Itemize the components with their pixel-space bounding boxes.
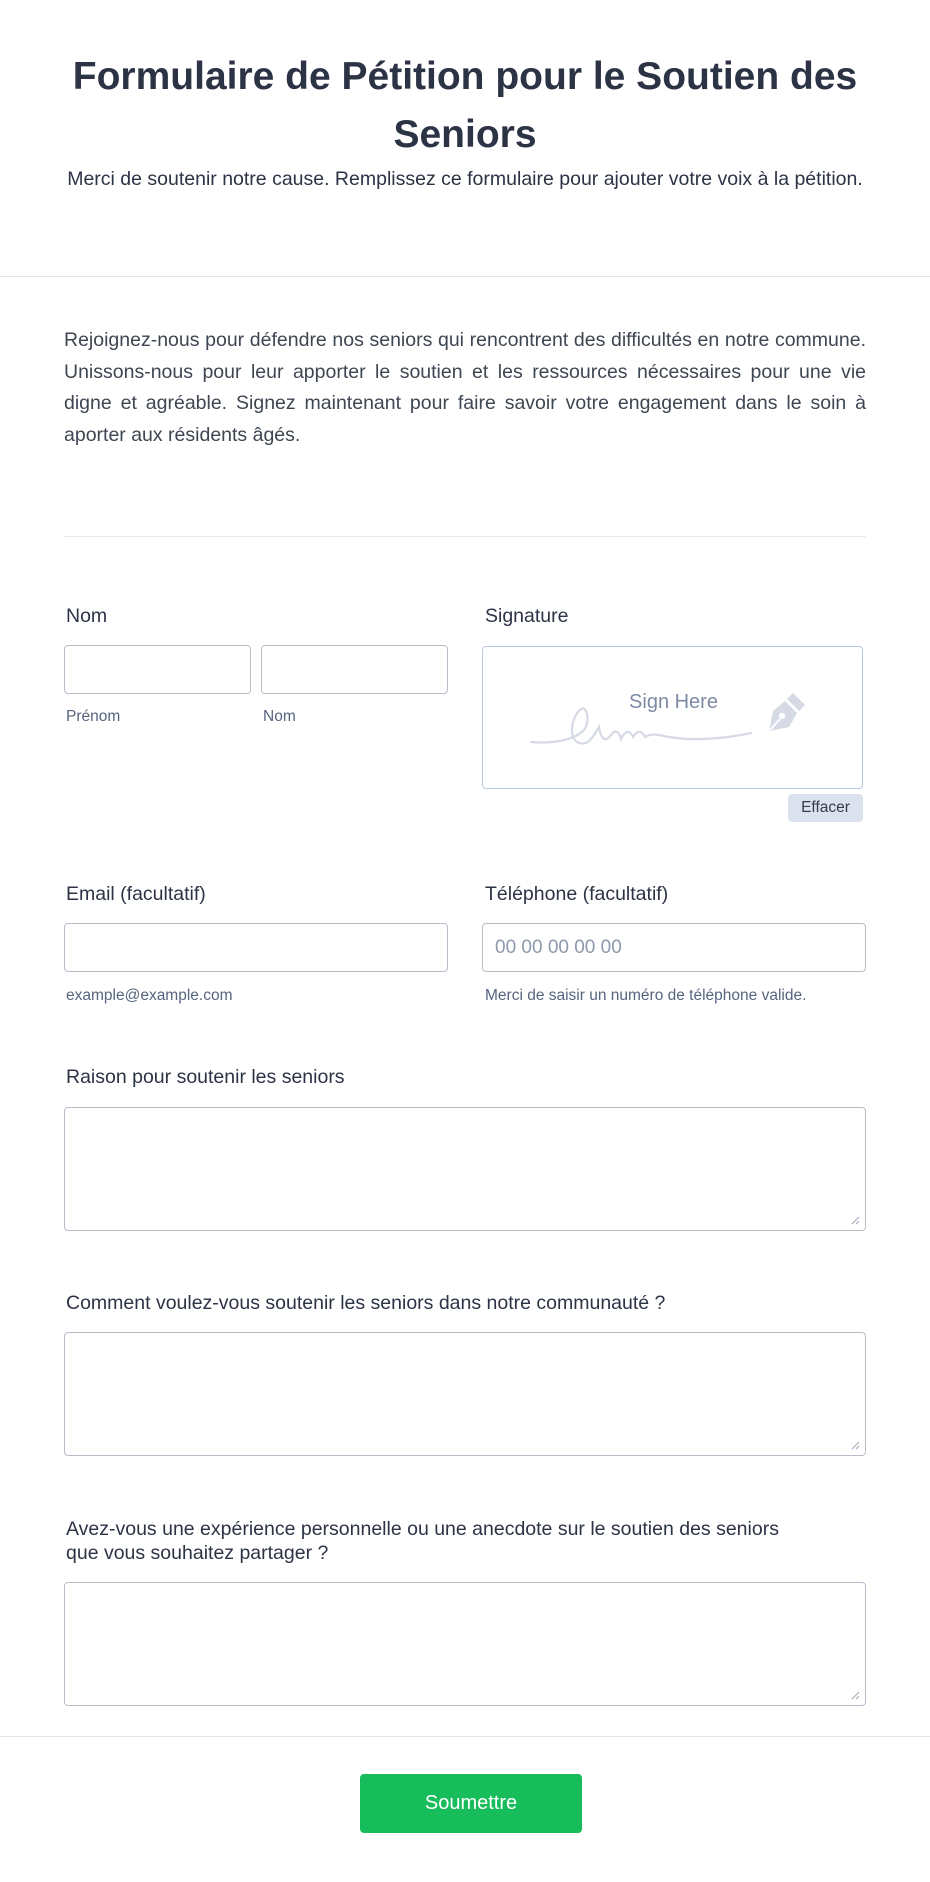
signature-placeholder: Sign Here xyxy=(629,691,718,713)
resize-grip-icon[interactable] xyxy=(850,1690,860,1700)
first-name-sublabel: Prénom xyxy=(66,708,121,725)
first-name-input[interactable] xyxy=(64,645,251,694)
footer-divider xyxy=(0,1736,930,1737)
q2-textarea[interactable] xyxy=(64,1332,866,1456)
email-input[interactable] xyxy=(64,923,448,972)
q1-textarea[interactable] xyxy=(64,1107,866,1231)
email-label: Email (facultatif) xyxy=(66,883,206,905)
page-title: Formulaire de Pétition pour le Soutien des Seniors xyxy=(72,55,858,156)
intro-paragraph: Rejoignez-nous pour défendre nos seniors qui rencontrent des difficultés en notre commune. Unissons-nous pour leur apporter le soutien et les ressources nécessaires pour une vie digne et agréable. Signez maintenant pour faire savoir votre engagement dans le soin à aporter aux résidents âgés. xyxy=(64,329,866,446)
signature-label: Signature xyxy=(485,605,569,627)
form-header xyxy=(0,0,930,277)
q3-textarea[interactable] xyxy=(64,1582,866,1706)
pen-nib-icon xyxy=(763,689,809,735)
q1-label: Raison pour soutenir les seniors xyxy=(66,1066,345,1088)
name-label: Nom xyxy=(66,605,108,627)
page-subtitle: Merci de soutenir notre cause. Remplissez ce formulaire pour ajouter votre voix à la pétition. xyxy=(67,168,863,190)
last-name-input[interactable] xyxy=(261,645,448,694)
phone-input[interactable] xyxy=(482,923,866,972)
q2-label: Comment voulez-vous soutenir les seniors dans notre communauté ? xyxy=(66,1292,666,1314)
signature-pad[interactable] xyxy=(482,646,863,789)
phone-label: Téléphone (facultatif) xyxy=(485,883,669,905)
resize-grip-icon[interactable] xyxy=(850,1440,860,1450)
email-sublabel: example@example.com xyxy=(66,987,233,1004)
q3-label-line1: Avez-vous une expérience personnelle ou une anecdote sur le soutien des seniors xyxy=(66,1518,779,1540)
clear-signature-button[interactable]: Effacer xyxy=(788,794,863,822)
q3-label-line2: que vous souhaitez partager ? xyxy=(66,1542,329,1564)
submit-button[interactable]: Soumettre xyxy=(360,1774,582,1833)
phone-sublabel: Merci de saisir un numéro de téléphone valide. xyxy=(485,987,807,1004)
last-name-sublabel: Nom xyxy=(263,708,296,725)
resize-grip-icon[interactable] xyxy=(850,1215,860,1225)
section-divider xyxy=(64,536,866,537)
